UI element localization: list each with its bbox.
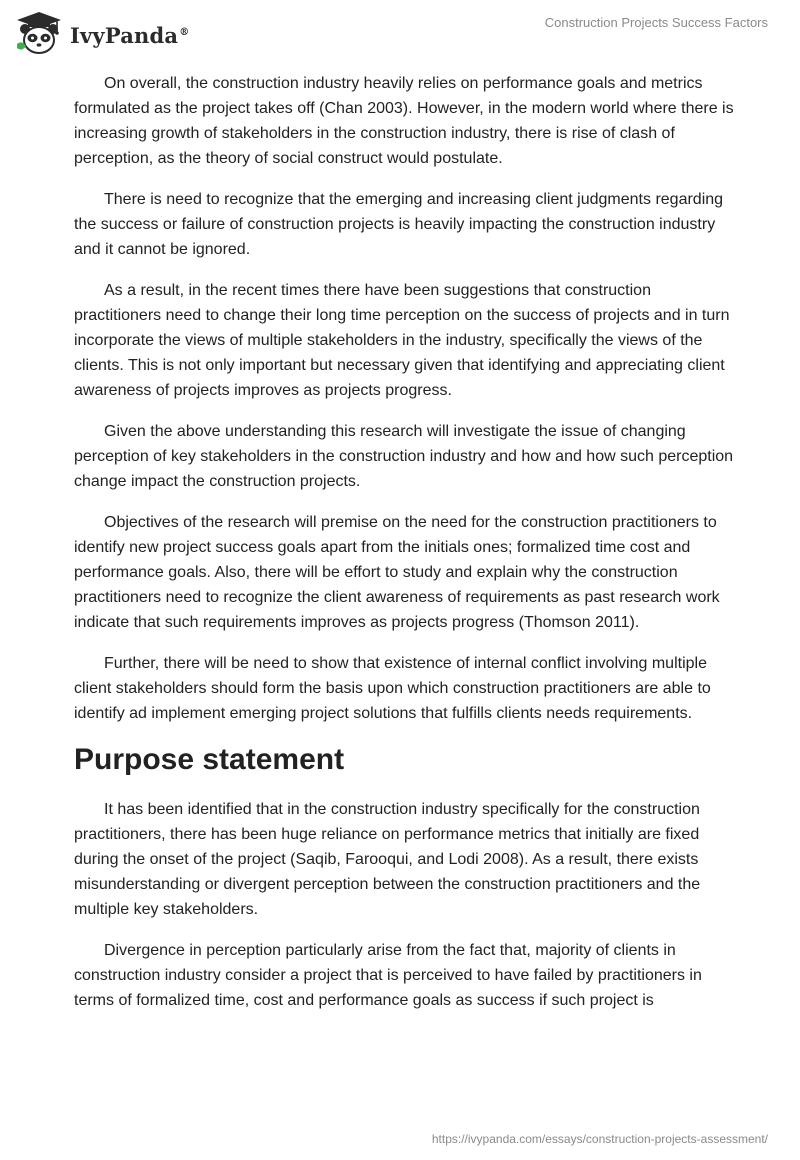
logo-text: IvyPanda® bbox=[70, 22, 190, 48]
panda-graduate-icon bbox=[14, 10, 64, 56]
paragraph: There is need to recognize that the emerging and increasing client judgments regarding the success or failure of construction projects is heavily impacting the construction industry and it cannot be ignored. bbox=[74, 191, 724, 258]
paragraph: Divergence in perception particularly arise from the fact that, majority of clients in construction industry consider a project that is perceived to have failed by practitioners in terms of formalized time, cost and performance goals as success if such project is bbox=[74, 942, 702, 1009]
ivypanda-logo[interactable] bbox=[14, 10, 189, 56]
essay-content bbox=[74, 71, 734, 1029]
source-url[interactable]: https://ivypanda.com/essays/construction-projects-assessment/ bbox=[431, 1132, 768, 1146]
paragraph: On overall, the construction industry heavily relies on performance goals and metrics formulated as the project takes off (Chan 2003). However, in the modern world where there is increasing growth of stakeholders in the construction industry, there is rise of clash of perception, as the theory of social construct would postulate. bbox=[74, 75, 734, 167]
paragraph: It has been identified that in the construction industry specifically for the construction practitioners, there has been huge reliance on performance metrics that initially are fixed during the onset of the project (Saqib, Farooqui, and Lodi 2008). As a result, there exists misunderstanding or divergent perception between the construction practitioners and the multiple key stakeholders. bbox=[74, 801, 701, 918]
section-heading: Purpose statement bbox=[74, 743, 345, 776]
paragraph: As a result, in the recent times there have been suggestions that construction practitioners need to change their long time perception on the success of projects and in turn incorporate the views of multiple stakeholders in the industry, specifically the views of the clients. This is not only important but necessary given that identifying and appreciating client awareness of projects improves as projects progress. bbox=[74, 282, 730, 399]
page-header bbox=[0, 0, 800, 64]
paragraph: Objectives of the research will premise on the need for the construction practitioners to identify new project success goals apart from the initials ones; formalized time cost and performance goals. Also, there will be effort to study and explain why the construction practitioners need to recognize the client awareness of requirements as past research work indicate that such requirements improves as projects progress (Thomson 2011). bbox=[74, 514, 720, 631]
paragraph: Given the above understanding this research will investigate the issue of changing perception of key stakeholders in the construction industry and how and how such perception change impact the construction projects. bbox=[74, 423, 734, 490]
document-title: Construction Projects Success Factors bbox=[544, 15, 768, 30]
paragraph: Further, there will be need to show that existence of internal conflict involving multiple client stakeholders should form the basis upon which construction practitioners are able to identify ad implement emerging project solutions that fulfills clients needs requirements. bbox=[74, 655, 711, 722]
registered-mark: ® bbox=[179, 26, 190, 38]
